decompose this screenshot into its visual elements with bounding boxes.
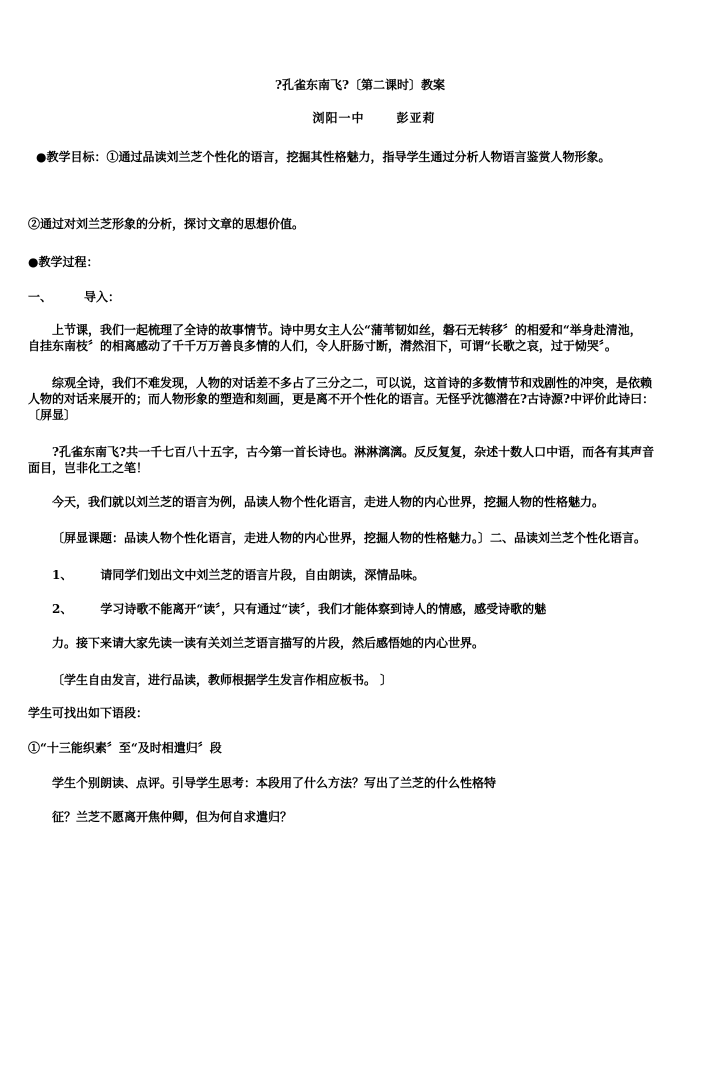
page-title: ?孔雀东南飞?〔第二课时〕教案 <box>274 78 446 92</box>
paragraph-8: ①“十三能织素〞至“及时相遣归〞段 <box>28 741 222 755</box>
author-line <box>0 110 720 126</box>
section-1-heading <box>28 289 120 305</box>
paragraph-2-line-1: 综观全诗，我们不难发现，人物的对话差不多占了三分之二，可以说，这首诗的多数情节和戏剧性的冲突，是依赖 <box>52 376 653 390</box>
teaching-objective-1: ●教学目标：①通过品读刘兰芝个性化的语言，挖掘其性格魅力，指导学生通过分析人物语言鉴赏人物形象。 <box>36 150 611 164</box>
author-name: 彭亚莉 <box>396 111 436 125</box>
paragraph-9-line-1: 学生个别朗读、点评。引导学生思考：本段用了什么方法？写出了兰芝的什么性格特 <box>52 776 497 790</box>
paragraph-2-line-2: 人物的对话来展开的；而人物形象的塑造和刻画，更是离不开个性化的语言。无怪乎沈德潜在?古诗源?中评价此诗曰： <box>28 392 655 406</box>
paragraph-9-line-2: 征？兰芝不愿离开焦仲卿，但为何自求遣归？ <box>52 810 293 824</box>
teaching-objective-2: ②通过对刘兰芝形象的分析，探讨文章的思想价值。 <box>28 217 305 231</box>
paragraph-5: 〔屏显课题：品读人物个性化语言，走进人物的内心世界，挖掘人物的性格魅力。〕二、品读刘兰芝个性化语言。 <box>52 531 647 545</box>
list-item-1-text: 请同学们划出文中刘兰芝的语言片段，自由朗读，深情品味。 <box>100 568 425 582</box>
list-item-1 <box>52 567 424 583</box>
paragraph-7: 学生可找出如下语段： <box>28 706 149 720</box>
list-item-2-continuation: 力。接下来请大家先读一读有关刘兰芝语言描写的片段，然后感悟她的内心世界。 <box>52 636 485 650</box>
list-item-1-number: 1、 <box>52 568 73 582</box>
author-school: 浏阳一中 <box>312 111 365 125</box>
section-1-number: 一、 <box>28 290 53 304</box>
process-heading: ●教学过程： <box>28 255 99 269</box>
section-1-title: 导入： <box>84 290 121 304</box>
paragraph-4: 今天，我们就以刘兰芝的语言为例，品读人物个性化语言，走进人物的内心世界，挖掘人物的性格魅力。 <box>52 495 605 509</box>
paragraph-2-line-3: 〔屏显〕 <box>28 408 77 422</box>
list-item-2-number: 2、 <box>52 602 73 616</box>
paragraph-1-line-1: 上节课，我们一起梳理了全诗的故事情节。诗中男女主人公“蒲苇韧如丝，磐石无转移〞的相爱和“举身赴清池， <box>52 323 642 337</box>
list-item-2 <box>52 601 546 617</box>
paragraph-3-line-1: ?孔雀东南飞?共一千七百八十五字，古今第一首长诗也。淋淋漓漓。反反复复，杂述十数人口中语，而各有其声音 <box>52 445 655 459</box>
paragraph-3-line-2: 面目，岂非化工之笔！ <box>28 461 149 475</box>
list-item-2-text: 学习诗歌不能离开“读〞，只有通过“读〞，我们才能体察到诗人的情感，感受诗歌的魅 <box>100 602 547 616</box>
paragraph-1-line-2: 自挂东南枝〞的相离感动了千千万万善良多情的人们，令人肝肠寸断，潸然泪下，可谓“长歌之哀，过于恸哭〞。 <box>28 339 617 353</box>
paragraph-6: 〔学生自由发言，进行品读，教师根据学生发言作相应板书。 〕 <box>52 673 393 687</box>
